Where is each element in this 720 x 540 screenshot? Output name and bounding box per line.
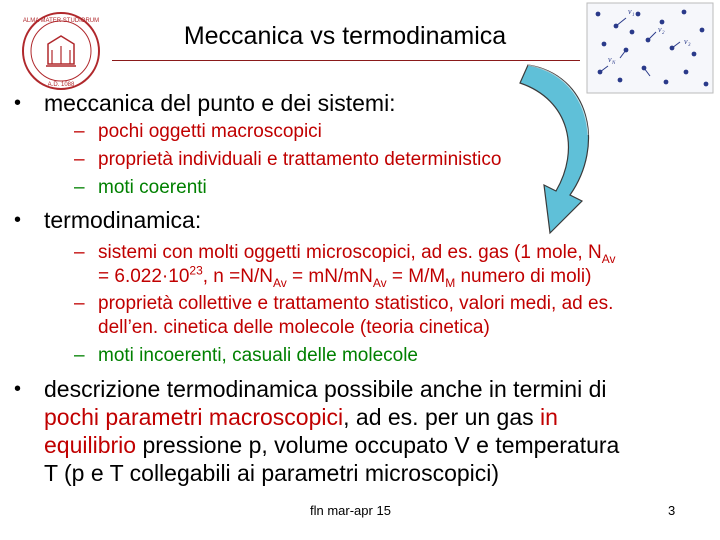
footer-text: fln mar-apr 15 xyxy=(310,503,391,518)
bullet-dot: • xyxy=(14,209,22,231)
svg-text:v: v xyxy=(608,55,612,64)
svg-text:1: 1 xyxy=(632,13,635,18)
svg-text:2: 2 xyxy=(662,31,665,36)
slide-title: Meccanica vs termodinamica xyxy=(183,22,507,50)
university-seal-icon xyxy=(20,10,102,92)
bullet-2-text: termodinamica: xyxy=(44,207,202,233)
bullet-2-sub-1-line-2: = $6.022\cdot 10^{23}$, $n =N/N_{Av} = mN/mN_{Av} = M/M_M$ numero di moli) xyxy=(98,263,592,290)
svg-text:v: v xyxy=(658,25,662,34)
svg-text:v: v xyxy=(628,7,632,16)
bullet-3-line-2: pochi parametri macroscopici, ad es. per un gas in xyxy=(44,404,558,430)
svg-text:N: N xyxy=(612,61,616,66)
svg-text:v: v xyxy=(684,37,688,46)
page-number: 3 xyxy=(668,503,676,518)
bullet-2-sub-2-line-2: dell’en. cinetica delle molecole (teoria cinetica) xyxy=(98,317,490,338)
bullet-3-line-1: descrizione termodinamica possibile anche in termini di xyxy=(44,376,607,402)
bullet-3-line-3: equilibrio pressione p, volume occupato V e temperatura xyxy=(44,432,620,458)
svg-text:ALMA MATER STUDIORUM: ALMA MATER STUDIORUM xyxy=(22,18,100,24)
bullet-1-text: meccanica del punto e dei sistemi: xyxy=(44,90,396,116)
curved-arrow-icon xyxy=(510,55,610,240)
svg-text:3: 3 xyxy=(688,43,691,48)
svg-text:A.D. 1088: A.D. 1088 xyxy=(47,82,75,88)
bullet-3-line-4: T (p e T collegabili ai parametri microscopici) xyxy=(44,460,500,486)
bullet-dot: • xyxy=(14,92,22,114)
bullet-dot: • xyxy=(14,378,22,400)
